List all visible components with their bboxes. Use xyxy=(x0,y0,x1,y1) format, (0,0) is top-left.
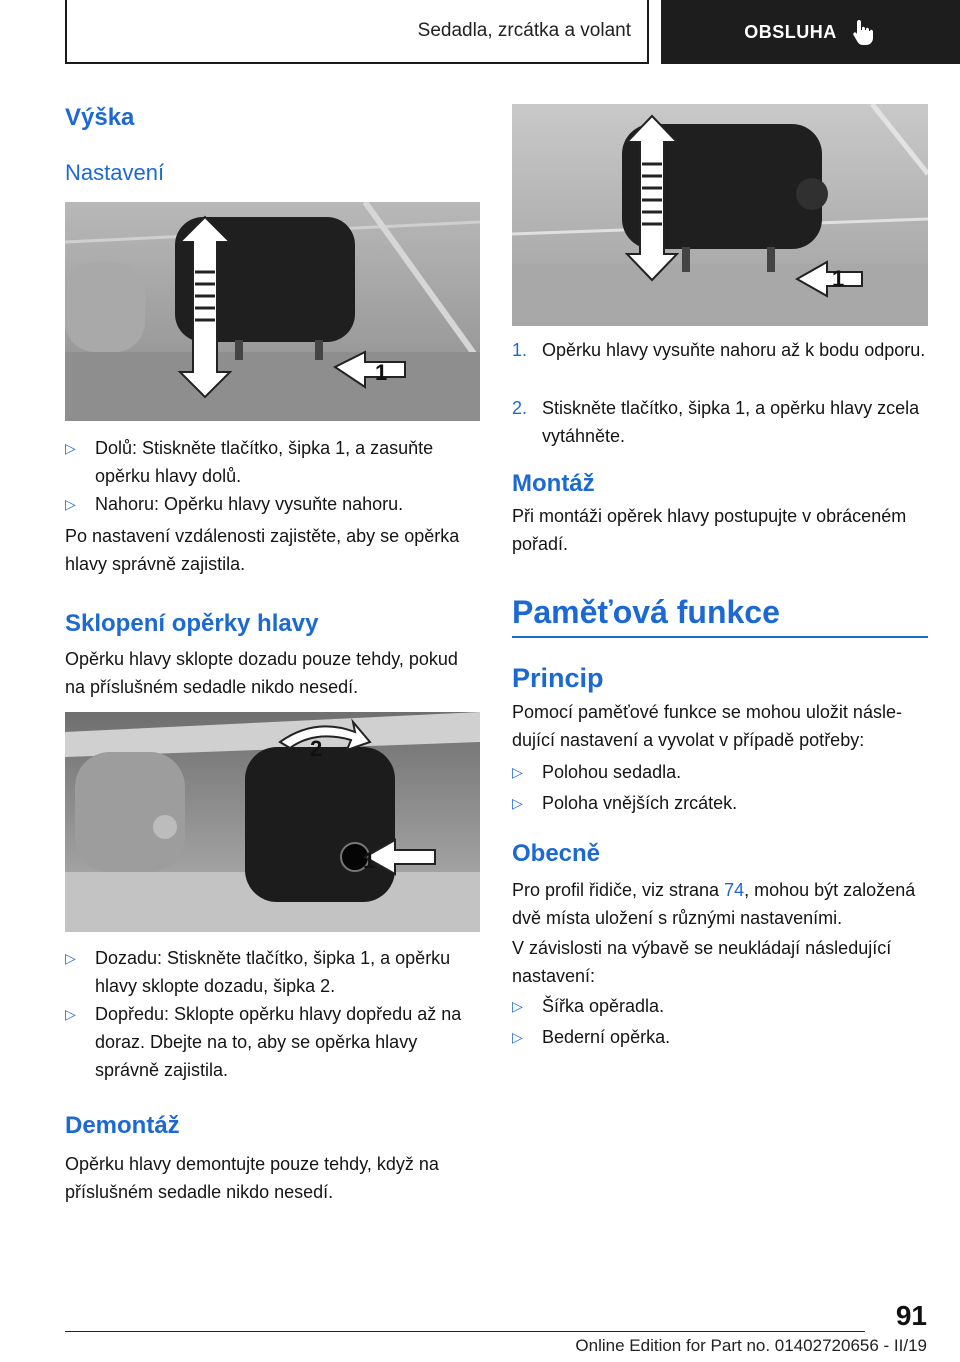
section-divider xyxy=(512,636,928,638)
heading-remove: Demontáž xyxy=(65,1112,180,1139)
general-text: Pro profil řidiče, viz strana 74, mohou být založená dvě místa uložení s různými nastaveními. xyxy=(512,880,916,928)
header-chapter-title: OBSLUHA xyxy=(744,21,837,42)
list-item: ▷ Polohou sedadla. xyxy=(512,762,682,782)
remove-text: Opěrku hlavy demontujte pouze tehdy, když na příslušném sedadle nikdo nesedí. xyxy=(65,1154,439,1202)
heading-mount: Montáž xyxy=(512,470,595,497)
heading-principle: Princip xyxy=(512,663,604,693)
hand-pointer-icon xyxy=(851,18,877,46)
fold-intro: Opěrku hlavy sklopte dozadu pouze tehdy, pokud na příslušném sedadle nikdo nesedí. xyxy=(65,649,458,697)
headrest-height-illustration xyxy=(65,202,480,421)
page-link-74[interactable]: 74 xyxy=(724,880,745,900)
header-section-tab xyxy=(65,0,649,64)
mount-text: Při montáži opěrek hlavy postupujte v obráceném pořadí. xyxy=(512,506,907,554)
heading-fold: Sklopení opěrky hlavy xyxy=(65,610,319,637)
principle-text: Pomocí paměťové funkce se mohou uložit následující nastavení a vyvolat v případě potřeby: xyxy=(512,702,902,750)
headrest-fold-illustration xyxy=(65,712,480,932)
header-section-title: Sedadla, zrcátka a volant xyxy=(417,20,631,41)
list-item: 2. Stiskněte tlačítko, šipka 1, a opěrku hlavy zcela vytáhněte. xyxy=(512,398,920,446)
callout-1: 1 xyxy=(375,360,388,385)
list-item: ▷ Dolů: Stiskněte tlačítko, šipka 1, a zasuňte opěrku hlavy dolů. xyxy=(65,438,434,486)
heading-general: Obecně xyxy=(512,840,601,867)
adjust-note: Po nastavení vzdálenosti zajistěte, aby se opěrka hlavy správně zajistila. xyxy=(65,526,460,574)
footer-divider xyxy=(65,1331,865,1332)
general-text-2: V závislosti na výbavě se neukládají následující nastavení: xyxy=(512,938,892,986)
header-chapter-tab[interactable] xyxy=(661,0,960,64)
callout-1: 1 xyxy=(832,266,845,291)
callout-2: 2 xyxy=(310,736,323,761)
list-item: ▷ Nahoru: Opěrku hlavy vysuňte nahoru. xyxy=(65,494,404,514)
list-item: ▷ Bederní opěrka. xyxy=(512,1027,671,1047)
callout-1: 1 xyxy=(363,848,376,873)
headrest-remove-illustration xyxy=(512,104,928,326)
list-item: ▷ Šířka opěradla. xyxy=(512,996,665,1016)
list-item: ▷ Dozadu: Stiskněte tlačítko, šipka 1, a opěrku hlavy sklopte dozadu, šipka 2. xyxy=(65,948,451,996)
heading-height: Výška xyxy=(65,104,135,131)
list-item: ▷ Dopředu: Sklopte opěrku hlavy dopředu až na doraz. Dbejte na to, aby se opěrka hlavy správně zajistila. xyxy=(65,1004,462,1080)
subheading-adjust: Nastavení xyxy=(65,160,165,185)
list-item: ▷ Poloha vnějších zrcátek. xyxy=(512,793,738,813)
footer-edition: Online Edition for Part no. 01402720656 - II/19 xyxy=(575,1336,927,1355)
page-number: 91 xyxy=(895,1300,927,1331)
list-item: 1. Opěrku hlavy vysuňte nahoru až k bodu odporu. xyxy=(512,340,926,360)
heading-memory: Paměťová funkce xyxy=(512,594,780,630)
